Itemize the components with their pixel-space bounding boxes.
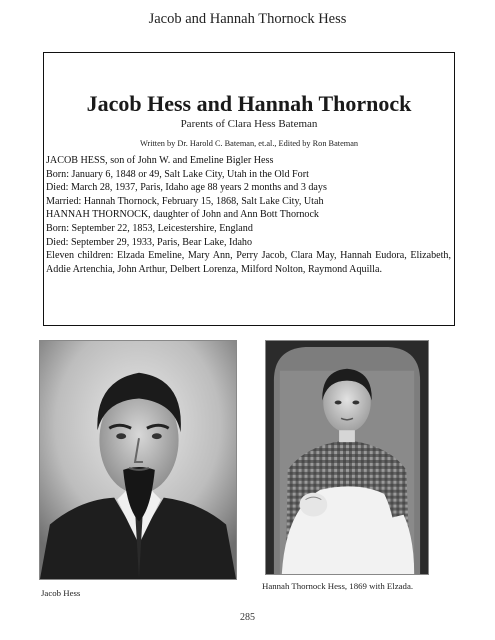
article-subtitle: Parents of Clara Hess Bateman <box>180 118 318 130</box>
bio-line-jacob-born: Born: January 6, 1848 or 49, Salt Lake City, Utah in the Old Fort <box>46 168 309 180</box>
bio-line-hannah-born: Born: September 22, 1853, Leicestershire, England <box>46 222 253 234</box>
article-title: Jacob Hess and Hannah Thornock <box>86 91 412 116</box>
bio-line-married: Married: Hannah Thornock, February 15, 1868, Salt Lake City, Utah <box>46 195 324 207</box>
bio-line-hannah-parents: HANNAH THORNOCK, daughter of John and Ann Bott Thornock <box>46 209 319 221</box>
hannah-photo-caption: Hannah Thornock Hess, 1869 with Elzada. <box>262 581 414 591</box>
bio-line-jacob-parents: JACOB HESS, son of John W. and Emeline Bigler Hess <box>46 155 274 166</box>
jacob-photo-caption: Jacob Hess <box>41 588 81 598</box>
running-head: Jacob and Hannah Thornock Hess <box>148 11 347 27</box>
page-number: 285 <box>240 612 255 623</box>
article-credit: Written by Dr. Harold C. Bateman, et.al., Edited by Ron Bateman <box>139 139 359 148</box>
bio-line-hannah-died: Died: September 29, 1933, Paris, Bear Lake, Idaho <box>46 236 253 248</box>
hannah-thornock-portrait <box>265 340 429 575</box>
bio-children: Eleven children: Elzada Emeline, Mary Ann, Perry Jacob, Clara May, Hannah Eudora, Elizabeth, Addie Artenchia, John Arthur, Delbert Lorenza, Milford Nolton, Raymond Aquilla. <box>46 250 451 275</box>
jacob-hess-portrait <box>39 340 237 580</box>
article-box <box>43 52 455 326</box>
bio-line-jacob-died: Died: March 28, 1937, Paris, Idaho age 88 years 2 months and 3 days <box>46 182 327 194</box>
biography-text <box>46 154 451 276</box>
